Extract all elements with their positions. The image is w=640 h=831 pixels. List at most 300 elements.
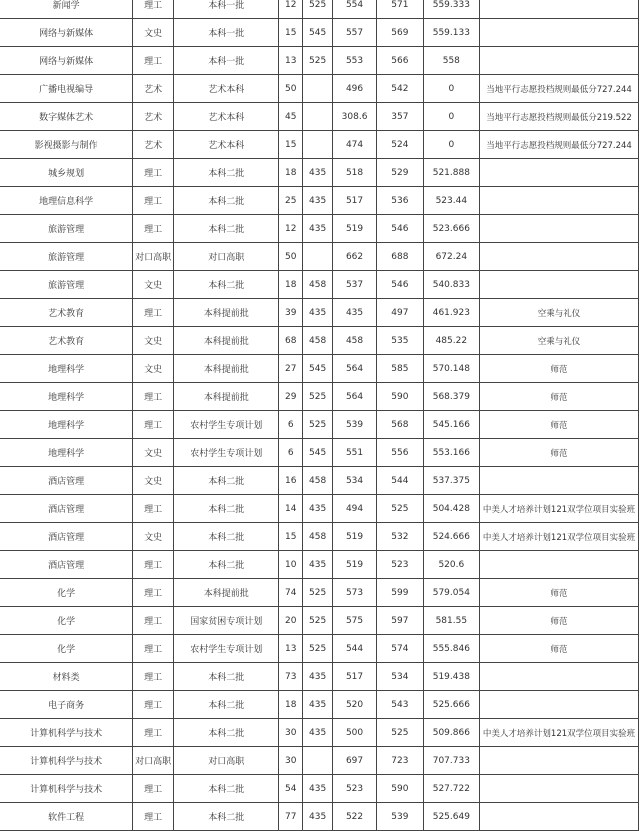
cell-enrollment-count: 13 bbox=[279, 635, 303, 663]
cell-max-score: 574 bbox=[377, 635, 424, 663]
cell-min-score: 539 bbox=[333, 411, 377, 439]
cell-max-score: 535 bbox=[377, 327, 424, 355]
cell-note bbox=[480, 187, 639, 215]
cell-batch-line: 458 bbox=[303, 271, 333, 299]
cell-batch-line bbox=[303, 103, 333, 131]
cell-max-score: 529 bbox=[377, 159, 424, 187]
cell-max-score: 546 bbox=[377, 215, 424, 243]
cell-enrollment-count: 10 bbox=[279, 551, 303, 579]
cell-major: 计算机科学与技术 bbox=[0, 775, 133, 803]
cell-note: 中美人才培养计划121双学位项目实验班 bbox=[480, 523, 639, 551]
cell-avg-score: 707.733 bbox=[423, 747, 479, 775]
cell-major: 化学 bbox=[0, 635, 133, 663]
cell-avg-score: 523.44 bbox=[423, 187, 479, 215]
cell-max-score: 357 bbox=[377, 103, 424, 131]
cell-note bbox=[480, 467, 639, 495]
cell-batch-line: 525 bbox=[303, 579, 333, 607]
cell-enrollment-count: 29 bbox=[279, 383, 303, 411]
table-row bbox=[0, 271, 639, 299]
cell-note bbox=[480, 775, 639, 803]
table-row bbox=[0, 243, 639, 271]
cell-enrollment-count: 20 bbox=[279, 607, 303, 635]
cell-enrollment-count: 6 bbox=[279, 411, 303, 439]
table-row bbox=[0, 47, 639, 75]
cell-major: 广播电视编导 bbox=[0, 75, 133, 103]
cell-batch-line bbox=[303, 243, 333, 271]
cell-batch-line: 458 bbox=[303, 327, 333, 355]
cell-batch: 本科二批 bbox=[174, 719, 279, 747]
cell-note: 师范 bbox=[480, 439, 639, 467]
cell-min-score: 474 bbox=[333, 131, 377, 159]
cell-major: 新闻学 bbox=[0, 0, 133, 19]
cell-min-score: 537 bbox=[333, 271, 377, 299]
table-row bbox=[0, 0, 639, 19]
cell-batch-line: 525 bbox=[303, 47, 333, 75]
cell-min-score: 551 bbox=[333, 439, 377, 467]
cell-min-score: 575 bbox=[333, 607, 377, 635]
cell-batch: 本科二批 bbox=[174, 551, 279, 579]
cell-major: 酒店管理 bbox=[0, 523, 133, 551]
table-row bbox=[0, 299, 639, 327]
cell-min-score: 517 bbox=[333, 663, 377, 691]
cell-min-score: 520 bbox=[333, 691, 377, 719]
table-row bbox=[0, 467, 639, 495]
cell-batch: 本科二批 bbox=[174, 663, 279, 691]
cell-batch: 本科二批 bbox=[174, 187, 279, 215]
cell-batch-line: 525 bbox=[303, 411, 333, 439]
cell-batch: 艺术本科 bbox=[174, 103, 279, 131]
cell-batch: 本科一批 bbox=[174, 0, 279, 19]
table-row bbox=[0, 327, 639, 355]
cell-avg-score: 521.888 bbox=[423, 159, 479, 187]
cell-avg-score: 527.722 bbox=[423, 775, 479, 803]
cell-enrollment-count: 54 bbox=[279, 775, 303, 803]
cell-max-score: 536 bbox=[377, 187, 424, 215]
cell-avg-score: 0 bbox=[423, 131, 479, 159]
cell-batch-line: 525 bbox=[303, 0, 333, 19]
cell-subject-category: 理工 bbox=[133, 411, 174, 439]
cell-subject-category: 艺术 bbox=[133, 75, 174, 103]
cell-min-score: 494 bbox=[333, 495, 377, 523]
cell-subject-category: 理工 bbox=[133, 47, 174, 75]
cell-enrollment-count: 27 bbox=[279, 355, 303, 383]
cell-subject-category: 理工 bbox=[133, 775, 174, 803]
table-row bbox=[0, 775, 639, 803]
table-row bbox=[0, 495, 639, 523]
cell-subject-category: 文史 bbox=[133, 467, 174, 495]
cell-batch: 本科提前批 bbox=[174, 579, 279, 607]
table-row bbox=[0, 719, 639, 747]
cell-enrollment-count: 39 bbox=[279, 299, 303, 327]
cell-major: 化学 bbox=[0, 579, 133, 607]
cell-avg-score: 504.428 bbox=[423, 495, 479, 523]
cell-min-score: 662 bbox=[333, 243, 377, 271]
cell-min-score: 534 bbox=[333, 467, 377, 495]
cell-max-score: 569 bbox=[377, 19, 424, 47]
cell-note bbox=[480, 691, 639, 719]
cell-enrollment-count: 30 bbox=[279, 719, 303, 747]
cell-note: 中美人才培养计划121双学位项目实验班 bbox=[480, 719, 639, 747]
cell-avg-score: 520.6 bbox=[423, 551, 479, 579]
cell-avg-score: 558 bbox=[423, 47, 479, 75]
cell-subject-category: 理工 bbox=[133, 635, 174, 663]
cell-batch: 本科一批 bbox=[174, 47, 279, 75]
cell-batch-line: 435 bbox=[303, 775, 333, 803]
cell-subject-category: 对口高职 bbox=[133, 747, 174, 775]
cell-major: 旅游管理 bbox=[0, 243, 133, 271]
cell-major: 地理科学 bbox=[0, 439, 133, 467]
cell-batch-line: 525 bbox=[303, 383, 333, 411]
cell-batch-line: 545 bbox=[303, 19, 333, 47]
cell-enrollment-count: 16 bbox=[279, 467, 303, 495]
cell-avg-score: 559.133 bbox=[423, 19, 479, 47]
cell-batch-line: 545 bbox=[303, 355, 333, 383]
cell-subject-category: 文史 bbox=[133, 327, 174, 355]
table-row bbox=[0, 383, 639, 411]
cell-batch-line: 458 bbox=[303, 467, 333, 495]
cell-min-score: 553 bbox=[333, 47, 377, 75]
cell-avg-score: 525.649 bbox=[423, 803, 479, 831]
cell-avg-score: 540.833 bbox=[423, 271, 479, 299]
cell-major: 计算机科学与技术 bbox=[0, 719, 133, 747]
cell-enrollment-count: 6 bbox=[279, 439, 303, 467]
cell-note: 中美人才培养计划121双学位项目实验班 bbox=[480, 495, 639, 523]
cell-avg-score: 523.666 bbox=[423, 215, 479, 243]
cell-max-score: 542 bbox=[377, 75, 424, 103]
cell-batch-line bbox=[303, 75, 333, 103]
cell-major: 艺术教育 bbox=[0, 299, 133, 327]
cell-avg-score: 579.054 bbox=[423, 579, 479, 607]
cell-note bbox=[480, 215, 639, 243]
cell-batch-line: 435 bbox=[303, 187, 333, 215]
cell-min-score: 522 bbox=[333, 803, 377, 831]
cell-max-score: 523 bbox=[377, 551, 424, 579]
cell-max-score: 723 bbox=[377, 747, 424, 775]
cell-min-score: 458 bbox=[333, 327, 377, 355]
cell-note: 空乘与礼仪 bbox=[480, 299, 639, 327]
cell-avg-score: 509.866 bbox=[423, 719, 479, 747]
cell-max-score: 597 bbox=[377, 607, 424, 635]
cell-major: 网络与新媒体 bbox=[0, 47, 133, 75]
cell-batch: 本科二批 bbox=[174, 271, 279, 299]
cell-note bbox=[480, 271, 639, 299]
cell-enrollment-count: 77 bbox=[279, 803, 303, 831]
cell-note bbox=[480, 747, 639, 775]
cell-batch: 本科提前批 bbox=[174, 355, 279, 383]
cell-max-score: 566 bbox=[377, 47, 424, 75]
cell-subject-category: 理工 bbox=[133, 803, 174, 831]
cell-enrollment-count: 15 bbox=[279, 523, 303, 551]
cell-note bbox=[480, 159, 639, 187]
table-row bbox=[0, 607, 639, 635]
cell-avg-score: 0 bbox=[423, 75, 479, 103]
cell-enrollment-count: 15 bbox=[279, 19, 303, 47]
table-row bbox=[0, 579, 639, 607]
cell-major: 城乡规划 bbox=[0, 159, 133, 187]
cell-max-score: 599 bbox=[377, 579, 424, 607]
cell-max-score: 568 bbox=[377, 411, 424, 439]
table-row bbox=[0, 663, 639, 691]
cell-batch-line: 435 bbox=[303, 215, 333, 243]
cell-major: 旅游管理 bbox=[0, 215, 133, 243]
cell-avg-score: 555.846 bbox=[423, 635, 479, 663]
cell-major: 影视摄影与制作 bbox=[0, 131, 133, 159]
cell-major: 地理科学 bbox=[0, 355, 133, 383]
cell-min-score: 519 bbox=[333, 551, 377, 579]
cell-subject-category: 艺术 bbox=[133, 103, 174, 131]
cell-avg-score: 570.148 bbox=[423, 355, 479, 383]
cell-batch: 本科提前批 bbox=[174, 383, 279, 411]
table-row bbox=[0, 131, 639, 159]
cell-min-score: 544 bbox=[333, 635, 377, 663]
cell-enrollment-count: 12 bbox=[279, 0, 303, 19]
cell-enrollment-count: 15 bbox=[279, 131, 303, 159]
cell-enrollment-count: 50 bbox=[279, 75, 303, 103]
cell-major: 材料类 bbox=[0, 663, 133, 691]
cell-batch-line: 435 bbox=[303, 299, 333, 327]
cell-batch-line: 545 bbox=[303, 439, 333, 467]
cell-min-score: 523 bbox=[333, 775, 377, 803]
cell-subject-category: 理工 bbox=[133, 579, 174, 607]
cell-major: 化学 bbox=[0, 607, 133, 635]
table-row bbox=[0, 803, 639, 831]
cell-major: 电子商务 bbox=[0, 691, 133, 719]
cell-avg-score: 568.379 bbox=[423, 383, 479, 411]
cell-max-score: 534 bbox=[377, 663, 424, 691]
cell-subject-category: 文史 bbox=[133, 523, 174, 551]
cell-note bbox=[480, 803, 639, 831]
cell-enrollment-count: 25 bbox=[279, 187, 303, 215]
cell-enrollment-count: 68 bbox=[279, 327, 303, 355]
cell-avg-score: 672.24 bbox=[423, 243, 479, 271]
cell-min-score: 557 bbox=[333, 19, 377, 47]
cell-batch: 本科二批 bbox=[174, 467, 279, 495]
cell-note: 师范 bbox=[480, 607, 639, 635]
cell-note: 空乘与礼仪 bbox=[480, 327, 639, 355]
cell-major: 网络与新媒体 bbox=[0, 19, 133, 47]
cell-batch-line: 525 bbox=[303, 635, 333, 663]
cell-batch-line bbox=[303, 747, 333, 775]
cell-min-score: 435 bbox=[333, 299, 377, 327]
cell-avg-score: 461.923 bbox=[423, 299, 479, 327]
cell-note bbox=[480, 19, 639, 47]
cell-note: 师范 bbox=[480, 383, 639, 411]
cell-batch-line bbox=[303, 131, 333, 159]
cell-max-score: 688 bbox=[377, 243, 424, 271]
cell-max-score: 525 bbox=[377, 495, 424, 523]
cell-max-score: 590 bbox=[377, 775, 424, 803]
cell-subject-category: 理工 bbox=[133, 299, 174, 327]
cell-enrollment-count: 45 bbox=[279, 103, 303, 131]
cell-batch-line: 435 bbox=[303, 803, 333, 831]
cell-min-score: 554 bbox=[333, 0, 377, 19]
cell-max-score: 525 bbox=[377, 719, 424, 747]
table-row bbox=[0, 103, 639, 131]
cell-batch: 农村学生专项计划 bbox=[174, 411, 279, 439]
cell-subject-category: 理工 bbox=[133, 607, 174, 635]
cell-enrollment-count: 74 bbox=[279, 579, 303, 607]
table-row bbox=[0, 215, 639, 243]
cell-batch: 本科二批 bbox=[174, 775, 279, 803]
cell-batch-line: 435 bbox=[303, 551, 333, 579]
cell-major: 酒店管理 bbox=[0, 467, 133, 495]
cell-enrollment-count: 50 bbox=[279, 243, 303, 271]
cell-batch: 本科二批 bbox=[174, 215, 279, 243]
cell-batch-line: 435 bbox=[303, 495, 333, 523]
cell-subject-category: 理工 bbox=[133, 663, 174, 691]
cell-major: 软件工程 bbox=[0, 803, 133, 831]
cell-subject-category: 理工 bbox=[133, 187, 174, 215]
cell-batch: 对口高职 bbox=[174, 243, 279, 271]
cell-batch: 农村学生专项计划 bbox=[174, 439, 279, 467]
cell-avg-score: 519.438 bbox=[423, 663, 479, 691]
cell-batch-line: 525 bbox=[303, 607, 333, 635]
cell-max-score: 546 bbox=[377, 271, 424, 299]
cell-enrollment-count: 14 bbox=[279, 495, 303, 523]
cell-batch: 本科二批 bbox=[174, 495, 279, 523]
table-row bbox=[0, 411, 639, 439]
cell-major: 地理科学 bbox=[0, 411, 133, 439]
cell-enrollment-count: 12 bbox=[279, 215, 303, 243]
cell-min-score: 564 bbox=[333, 383, 377, 411]
cell-batch: 农村学生专项计划 bbox=[174, 635, 279, 663]
cell-major: 酒店管理 bbox=[0, 495, 133, 523]
cell-avg-score: 0 bbox=[423, 103, 479, 131]
cell-subject-category: 理工 bbox=[133, 0, 174, 19]
cell-batch: 本科二批 bbox=[174, 159, 279, 187]
cell-subject-category: 文史 bbox=[133, 439, 174, 467]
cell-avg-score: 581.55 bbox=[423, 607, 479, 635]
cell-avg-score: 545.166 bbox=[423, 411, 479, 439]
cell-note: 师范 bbox=[480, 355, 639, 383]
cell-batch-line: 435 bbox=[303, 691, 333, 719]
cell-min-score: 518 bbox=[333, 159, 377, 187]
cell-batch: 本科二批 bbox=[174, 691, 279, 719]
cell-major: 酒店管理 bbox=[0, 551, 133, 579]
cell-major: 计算机科学与技术 bbox=[0, 747, 133, 775]
cell-min-score: 496 bbox=[333, 75, 377, 103]
cell-enrollment-count: 13 bbox=[279, 47, 303, 75]
cell-batch: 本科提前批 bbox=[174, 327, 279, 355]
cell-max-score: 571 bbox=[377, 0, 424, 19]
cell-note: 师范 bbox=[480, 635, 639, 663]
cell-max-score: 544 bbox=[377, 467, 424, 495]
cell-batch: 艺术本科 bbox=[174, 75, 279, 103]
table-row bbox=[0, 439, 639, 467]
cell-enrollment-count: 18 bbox=[279, 691, 303, 719]
cell-avg-score: 537.375 bbox=[423, 467, 479, 495]
cell-major: 数字媒体艺术 bbox=[0, 103, 133, 131]
cell-note: 当地平行志愿投档规则最低分219.522 bbox=[480, 103, 639, 131]
cell-max-score: 524 bbox=[377, 131, 424, 159]
cell-enrollment-count: 18 bbox=[279, 271, 303, 299]
cell-subject-category: 文史 bbox=[133, 19, 174, 47]
cell-avg-score: 485.22 bbox=[423, 327, 479, 355]
cell-avg-score: 559.333 bbox=[423, 0, 479, 19]
cell-subject-category: 文史 bbox=[133, 271, 174, 299]
cell-note bbox=[480, 243, 639, 271]
cell-subject-category: 理工 bbox=[133, 551, 174, 579]
cell-batch: 国家贫困专项计划 bbox=[174, 607, 279, 635]
cell-note: 当地平行志愿投档规则最低分727.244 bbox=[480, 131, 639, 159]
cell-note: 当地平行志愿投档规则最低分727.244 bbox=[480, 75, 639, 103]
table-row bbox=[0, 551, 639, 579]
table-row bbox=[0, 691, 639, 719]
cell-note: 师范 bbox=[480, 411, 639, 439]
cell-subject-category: 理工 bbox=[133, 215, 174, 243]
cell-note: 师范 bbox=[480, 579, 639, 607]
cell-batch: 对口高职 bbox=[174, 747, 279, 775]
cell-subject-category: 对口高职 bbox=[133, 243, 174, 271]
cell-max-score: 532 bbox=[377, 523, 424, 551]
cell-batch: 艺术本科 bbox=[174, 131, 279, 159]
cell-subject-category: 理工 bbox=[133, 383, 174, 411]
cell-enrollment-count: 30 bbox=[279, 747, 303, 775]
cell-avg-score: 524.666 bbox=[423, 523, 479, 551]
cell-major: 地理科学 bbox=[0, 383, 133, 411]
cell-subject-category: 理工 bbox=[133, 495, 174, 523]
cell-batch: 本科提前批 bbox=[174, 299, 279, 327]
cell-min-score: 517 bbox=[333, 187, 377, 215]
cell-batch: 本科二批 bbox=[174, 523, 279, 551]
cell-note bbox=[480, 663, 639, 691]
table-row bbox=[0, 75, 639, 103]
cell-max-score: 590 bbox=[377, 383, 424, 411]
cell-min-score: 573 bbox=[333, 579, 377, 607]
table-row bbox=[0, 159, 639, 187]
cell-max-score: 585 bbox=[377, 355, 424, 383]
cell-enrollment-count: 18 bbox=[279, 159, 303, 187]
cell-max-score: 497 bbox=[377, 299, 424, 327]
cell-min-score: 519 bbox=[333, 215, 377, 243]
cell-min-score: 697 bbox=[333, 747, 377, 775]
cell-note bbox=[480, 551, 639, 579]
cell-max-score: 543 bbox=[377, 691, 424, 719]
table-row bbox=[0, 187, 639, 215]
cell-major: 艺术教育 bbox=[0, 327, 133, 355]
cell-batch-line: 458 bbox=[303, 523, 333, 551]
cell-avg-score: 525.666 bbox=[423, 691, 479, 719]
cell-min-score: 308.6 bbox=[333, 103, 377, 131]
cell-min-score: 564 bbox=[333, 355, 377, 383]
cell-avg-score: 553.166 bbox=[423, 439, 479, 467]
cell-batch-line: 435 bbox=[303, 663, 333, 691]
table-row bbox=[0, 19, 639, 47]
cell-batch-line: 435 bbox=[303, 159, 333, 187]
table-row bbox=[0, 355, 639, 383]
cell-batch: 本科二批 bbox=[174, 803, 279, 831]
cell-subject-category: 文史 bbox=[133, 355, 174, 383]
cell-note bbox=[480, 0, 639, 19]
cell-min-score: 500 bbox=[333, 719, 377, 747]
cell-subject-category: 理工 bbox=[133, 691, 174, 719]
cell-note bbox=[480, 47, 639, 75]
cell-subject-category: 理工 bbox=[133, 159, 174, 187]
table-row bbox=[0, 523, 639, 551]
cell-max-score: 539 bbox=[377, 803, 424, 831]
cell-subject-category: 理工 bbox=[133, 719, 174, 747]
cell-enrollment-count: 73 bbox=[279, 663, 303, 691]
cell-major: 旅游管理 bbox=[0, 271, 133, 299]
cell-batch: 本科一批 bbox=[174, 19, 279, 47]
cell-max-score: 556 bbox=[377, 439, 424, 467]
cell-min-score: 519 bbox=[333, 523, 377, 551]
table-row bbox=[0, 635, 639, 663]
cell-major: 地理信息科学 bbox=[0, 187, 133, 215]
table-row bbox=[0, 747, 639, 775]
cell-subject-category: 艺术 bbox=[133, 131, 174, 159]
cell-batch-line: 435 bbox=[303, 719, 333, 747]
